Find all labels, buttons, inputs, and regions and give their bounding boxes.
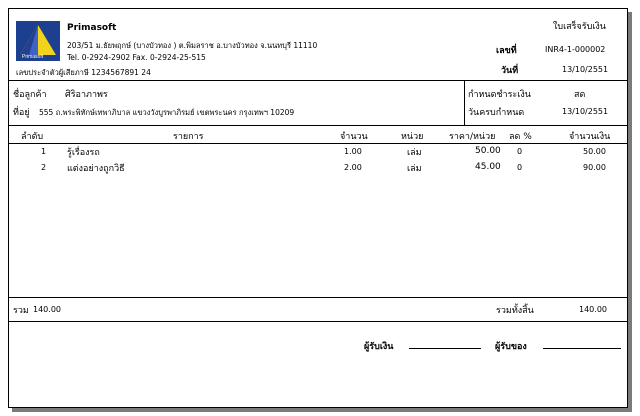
totals-bottom-border [9,321,627,322]
col-header-item: รายการ [173,132,204,142]
receiver-signature-line [409,348,481,349]
approver-signature-label: ผู้รับของ [495,342,527,352]
row-discount: 0 [517,163,523,172]
col-header-no: ลำดับ [21,132,44,142]
company-address: 203/51 ม.ธัยพฤกษ์ (บางบัวทอง ) ต.พิมลราช อ.บางบัวทอง จ.นนทบุรี 11110 [67,41,318,50]
due-value: สด [574,90,586,100]
row-no: 1 [41,147,47,156]
row-item: แต่งอย่างถูกวิธี [67,164,125,174]
customer-top-border [9,80,627,81]
table-header-bottom-border [9,143,627,144]
grand-total-label: รวมทั้งสิ้น [496,306,534,316]
receiver-signature-label: ผู้รับเงิน [364,342,394,352]
customer-address-label: ที่อยู่ [13,108,30,118]
row-no: 2 [41,163,47,172]
doc-no-label: เลขที่ [496,46,517,56]
due-label: กำหนดชำระเงิน [468,90,531,100]
col-header-qty: จำนวน [340,132,368,142]
customer-bottom-border [9,125,627,126]
customer-name-label: ชื่อลูกค้า [13,90,47,100]
doc-date-value: 13/10/2551 [562,65,609,74]
col-header-discount: ลด % [509,132,532,142]
doc-title: ใบเสร็จรับเงิน [553,22,606,32]
row-qty: 1.00 [344,147,362,156]
logo-text: Primasoft [22,54,44,60]
doc-date-label: วันที่ [501,66,519,76]
customer-name-value: ศิริอาภาพร [65,90,108,100]
row-unit: เล่ม [407,164,422,174]
row-item: รู้เรื่องรถ [67,148,100,158]
row-unit: เล่ม [407,148,422,158]
approver-signature-line [543,348,621,349]
col-header-price: ราคา/หน่วย [449,132,496,142]
due-date-label: วันครบกำหนด [468,108,525,118]
row-qty: 2.00 [344,163,362,172]
company-tax-id: เลขประจำตัวผู้เสียภาษี 1234567891 24 [16,68,151,77]
row-price: 45.00 [475,162,501,172]
totals-top-border [9,297,627,298]
sum-label: รวม [13,306,29,316]
col-header-amount: จำนวนเงิน [569,132,611,142]
doc-no-value: INR4-1-000002 [545,45,606,54]
customer-divider [464,80,465,125]
company-logo [16,21,60,61]
row-amount: 90.00 [583,163,606,172]
company-name: Primasoft [67,23,117,33]
col-header-unit: หน่วย [401,132,424,142]
row-discount: 0 [517,147,523,156]
grand-total-value: 140.00 [579,305,607,314]
row-amount: 50.00 [583,147,606,156]
company-phone: Tel. 0-2924-2902 Fax. 0-2924-25-515 [67,53,206,62]
row-price: 50.00 [475,146,501,156]
due-date-value: 13/10/2551 [562,107,609,116]
sum-value: 140.00 [33,305,61,314]
receipt-sheet [8,8,628,408]
customer-address-value: 555 ถ.พระพิทักษ์เทพาภิบาล แขวงวังบูรพาภิรมย์ เขตพระนคร กรุงเทพฯ 10209 [39,108,295,117]
